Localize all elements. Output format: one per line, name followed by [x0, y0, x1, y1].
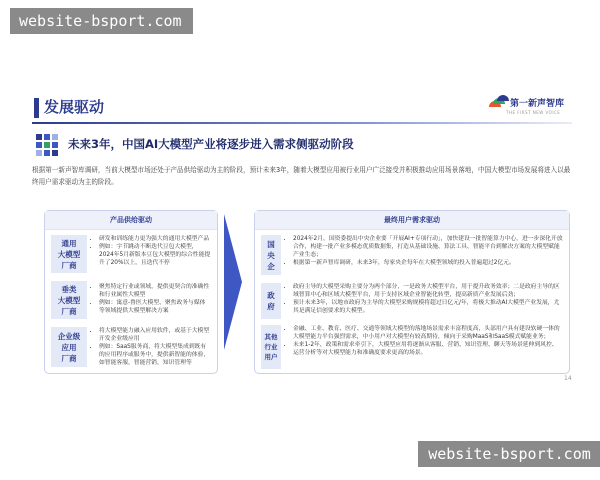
row-label-general-model: 通用 大模型 厂商 [51, 235, 87, 273]
watermark-top-left: website-bsport.com [10, 8, 193, 34]
bullet: • 聚焦特定行业或领域，提供更契合的准确性和行业属性大模型 [99, 283, 211, 299]
page-number: 14 [564, 375, 572, 382]
watermark-bottom-right: website-bsport.com [418, 441, 600, 467]
bullet: • 金融、工业、教育、医疗、交通等领域大模型的落地场景需求丰富程度高，头部用户具有建设软硬一体的大模型能力平台强烈需求，中小用户对大模型有较高期待，倾向于采购MaaS和SaaS模式赋能业务； [293, 325, 563, 341]
logo-text: 第一新声智库 [510, 98, 565, 109]
row-text-enterprise-app [91, 327, 211, 367]
row-text-general-model [91, 235, 211, 267]
grid-logo-icon [36, 134, 58, 156]
brand-logo [489, 95, 564, 109]
intro-paragraph: 根据第一新声智库调研，当前大模型市场还处于产品供给驱动为主的阶段，预计未来3年，随着大模型应用被行业用户广泛接受并积极推动应用场景落地，中国大模型市场发展将进入以最终用户需求驱动为主的阶段。 [32, 166, 571, 186]
header-accent-bar [34, 98, 39, 118]
bullet: • 将大模型能力融入应用软件，或基于大模型开发企业级应用 [99, 327, 211, 343]
demand-driven-title: 最终用户需求驱动 [255, 211, 569, 230]
bullet: • 例如：SaaS服务商，将大模型集成到既有的应用程序或服务中，提供新智能的体验，如智能客服，智能营销，知识管理等 [99, 343, 211, 367]
transition-arrow-icon [224, 214, 242, 350]
row-label-vertical-model: 垂类 大模型 厂商 [51, 281, 87, 319]
row-label-enterprise-app: 企业级 应用 厂商 [51, 327, 87, 367]
bullet: • 研发和训练能力更为强大的通用大模型产品 [99, 235, 211, 243]
row-text-vertical-model [91, 283, 211, 315]
row-label-government: 政 府 [261, 283, 281, 319]
supply-driven-title: 产品供给驱动 [45, 211, 217, 230]
row-label-other-industries: 其他 行业 用户 [261, 325, 281, 369]
header-divider [32, 122, 572, 124]
supply-driven-panel [44, 210, 218, 374]
row-label-soe: 国 央 企 [261, 235, 281, 275]
bullet: • 例如：字节跳动不断迭代豆包大模型，2024年5月新版本豆包大模型的综合性能提升了20%以上，且迭代不停 [99, 243, 211, 267]
row-text-soe [285, 235, 563, 267]
logo-mark-icon [489, 95, 507, 109]
bullet: • 根据第一新声智库调研，未来3年，每家央企每年在大模型领域的投入普遍超过2亿元。 [293, 259, 563, 267]
logo-subtext: THE FIRST NEW VOICE [506, 110, 561, 115]
row-text-other-industries [285, 325, 563, 357]
bullet: • 例如：寓意-鲁医大模型、聚焦政务与媒体等领域提供大模型解决方案 [99, 299, 211, 315]
slide [32, 86, 572, 386]
page-title: 发展驱动 [44, 98, 105, 116]
bullet: • 政府主导的大模型采购主要分为两个部分，一是政务大模型平台，用于提升政务效率；二是政府主导的区域智算中心和区域大模型平台，用于支持区域企业智能化转型，提高新质产业发展后劲； [293, 283, 563, 299]
bullet: • 预计未来3年，以地市政府为主导的大模型采购规模将超过日亿元/年，将极大推动AI大模型产业发展，尤其是满足信创要求的大模型。 [293, 299, 563, 315]
bullet: • 2024年2月，国资委提出中央企业要「开展AI+专项行动」，加快建设一批智能算力中心，进一步深化开放合作，构建一批产业多模态优质数据集，打造从基础设施、算法工具、智能平台到解决方案的大模型赋能产业生态； [293, 235, 563, 259]
demand-driven-panel [254, 210, 570, 374]
bullet: • 未来1-2年，政策和需求牵引下，大模型应用将逐渐从客服、营销、知识管理、聊天等场景延伸到风控、运营分析等对大模型能力和准确度要求更高的场景。 [293, 341, 563, 357]
row-text-government [285, 283, 563, 315]
section-subtitle: 未来3年，中国AI大模型产业将逐步进入需求侧驱动阶段 [68, 137, 354, 151]
